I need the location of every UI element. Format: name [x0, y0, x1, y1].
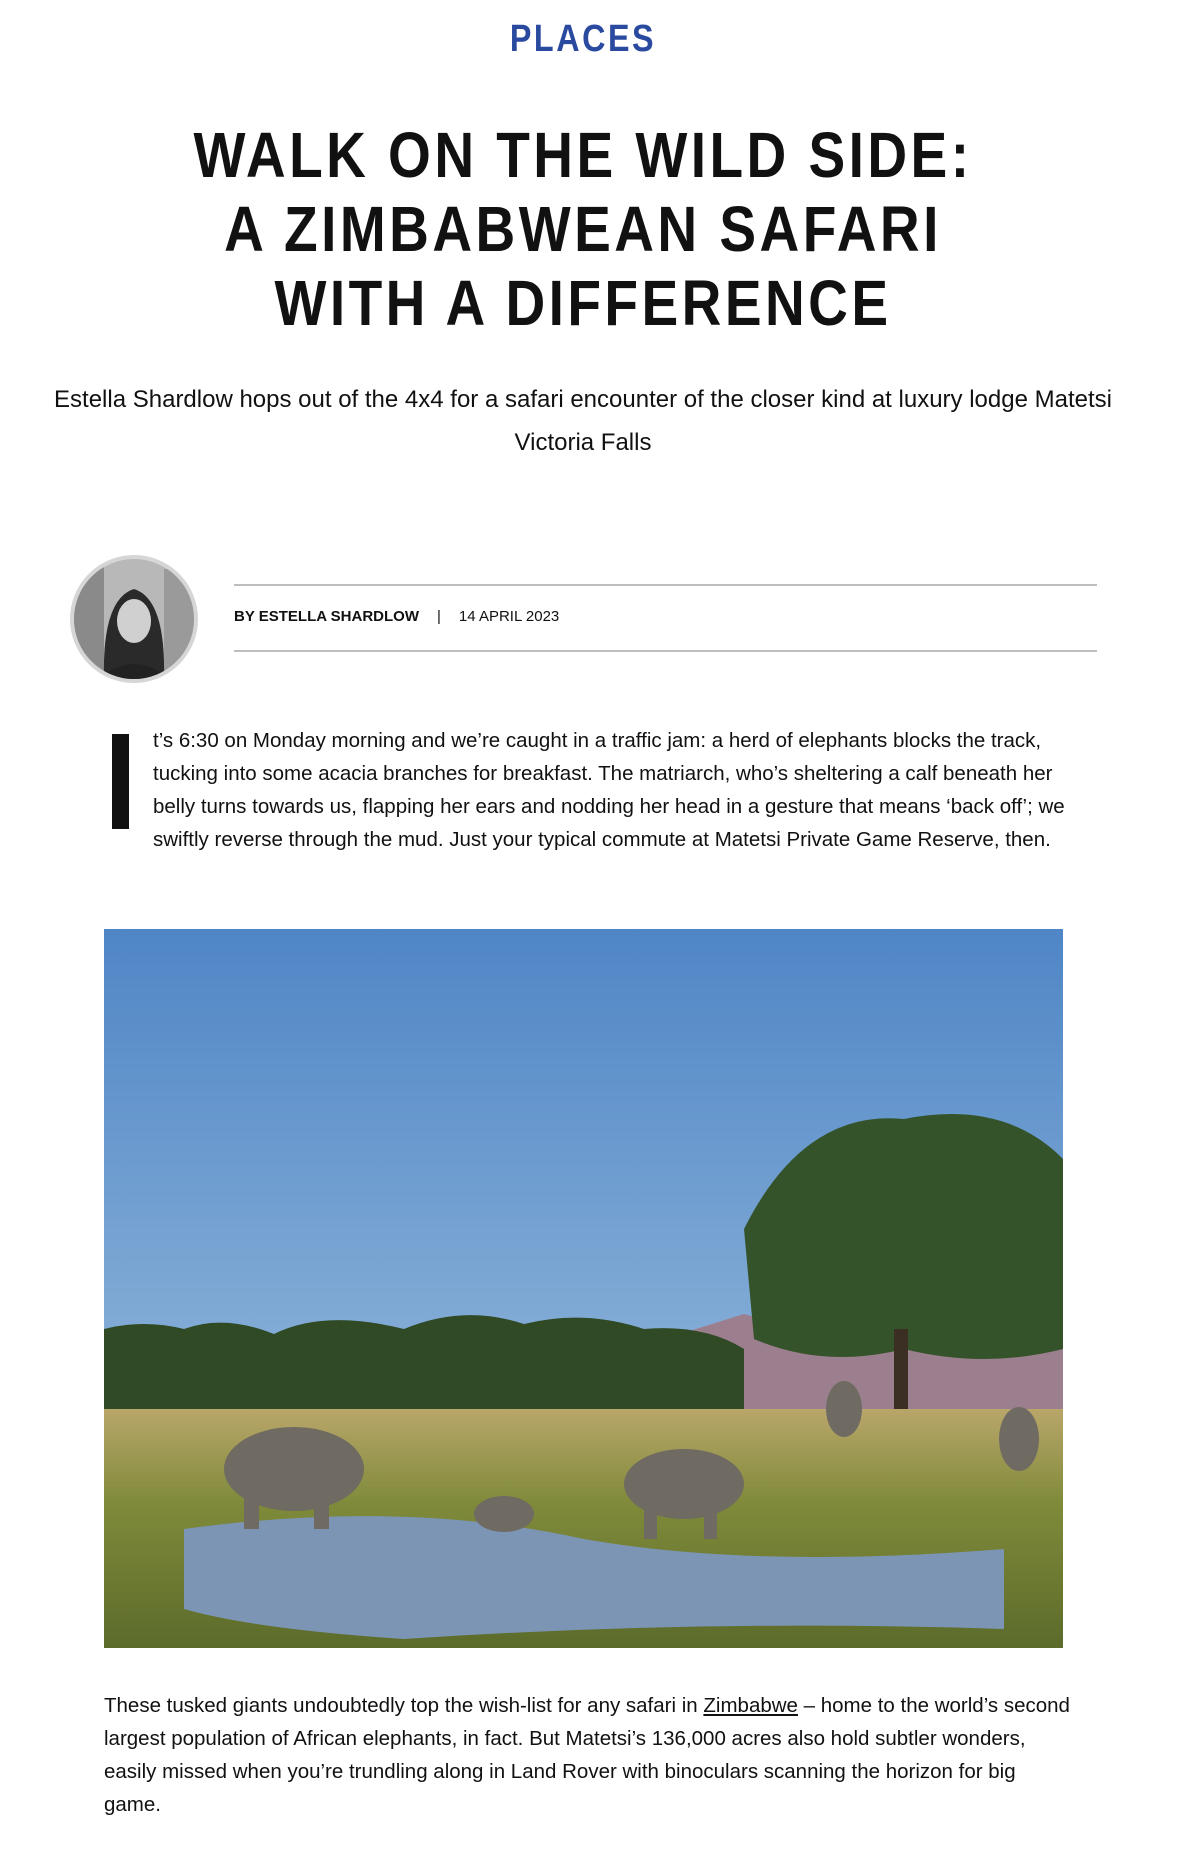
p2-text-after: – home to the world’s second largest population of African elephants, in fact. But Matetsi’s 136,000 acres also hold subtler wonders, easily missed when you’re trundling along in Land Rover with binoculars scanning the horizon for big game. [104, 1694, 1070, 1816]
article-dek: Estella Shardlow hops out of the 4x4 for a safari encounter of the closer kind at luxury lodge Matetsi Victoria Falls [54, 386, 1112, 456]
elephants-photo [104, 929, 1063, 1648]
author-avatar[interactable] [70, 555, 198, 683]
p2-text-before: These tusked giants undoubtedly top the wish-list for any safari in [104, 1694, 704, 1717]
intro-text: t’s 6:30 on Monday morning and we’re caught in a traffic jam: a herd of elephants blocks the track, tucking into some acacia branches for breakfast. The matriarch, who’s sheltering a calf beneath her belly turns towards us, flapping her ears and nodding her head in a gesture that means ‘back off’; we swiftly reverse through the mud. Just your typical commute at Matetsi Private Game Reserve, then. [153, 729, 1065, 851]
intro-paragraph [104, 724, 1074, 856]
category-label[interactable]: PLACES [509, 18, 657, 60]
drop-cap-i [112, 734, 129, 829]
byline-rule-top [234, 584, 1097, 586]
byline-separator: | [437, 608, 441, 625]
article-title: WALK ON THE WILD SIDE: A ZIMBABWEAN SAFARI WITH A DIFFERENCE [193, 119, 973, 339]
author-name[interactable]: BY ESTELLA SHARDLOW [234, 608, 420, 625]
byline-rule-bottom [234, 650, 1097, 652]
byline [234, 608, 559, 625]
zimbabwe-link[interactable]: Zimbabwe [703, 1694, 798, 1717]
body-paragraph-2 [104, 1689, 1074, 1821]
publish-date: 14 APRIL 2023 [458, 608, 560, 625]
